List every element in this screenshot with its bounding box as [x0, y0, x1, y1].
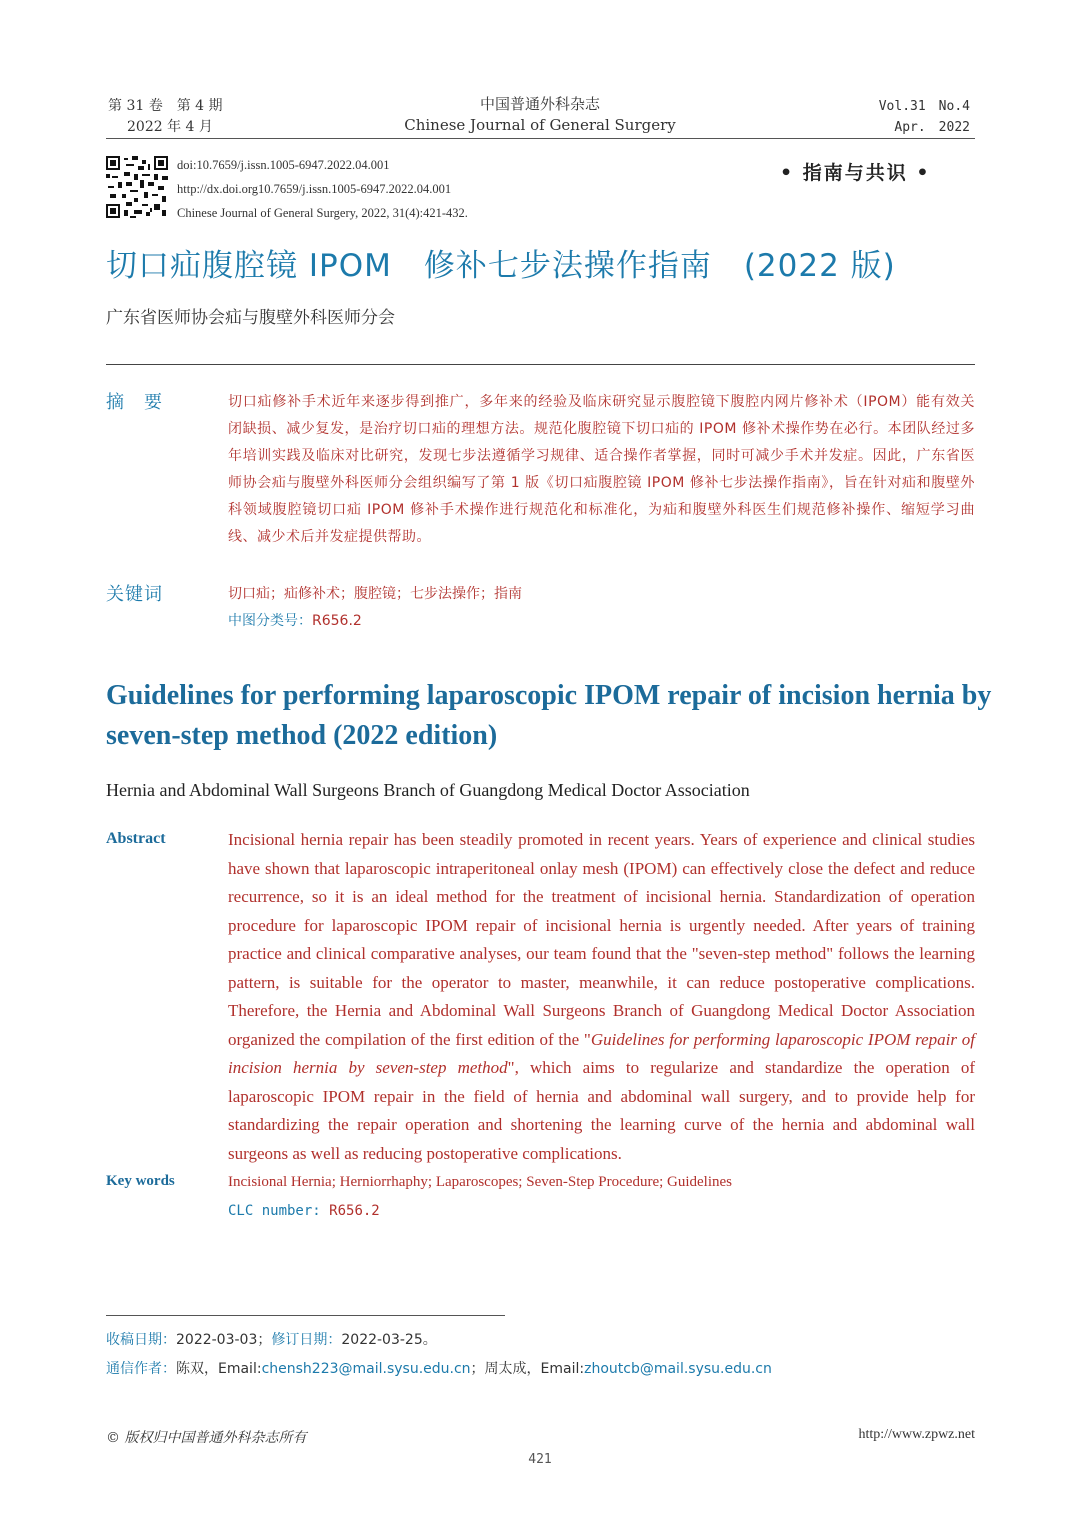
abstract-en	[228, 826, 975, 1168]
abstract-label-en: Abstract	[106, 830, 166, 847]
copyright: © 版权归中国普通外科杂志所有	[106, 1430, 307, 1446]
clc-label-en: CLC number:	[228, 1203, 321, 1219]
citation: Chinese Journal of General Surgery, 2022, 31(4):421-432.	[177, 206, 468, 220]
date-cn: 2022 年 4 月	[127, 119, 213, 135]
corr-email-2[interactable]: zhoutcb@mail.sysu.edu.cn	[584, 1361, 772, 1377]
volume-issue-en: Vol.31 No.4	[878, 99, 970, 114]
corr-email-1[interactable]: chensh223@mail.sysu.edu.cn	[261, 1361, 471, 1377]
keywords-label-en: Key words	[106, 1173, 175, 1189]
received-label: 收稿日期：	[106, 1332, 176, 1348]
footnote-correspondence	[106, 1358, 772, 1380]
journal-name-cn: 中国普通外科杂志	[479, 95, 600, 113]
title-rule	[106, 364, 975, 365]
corr-name-2: ；周太成，Email:	[470, 1361, 585, 1377]
qr-code-icon[interactable]	[106, 156, 168, 218]
abstract-en-guideline-title: Guidelines for performing laparoscopic IPOM repair of incision hernia by seven-step method	[228, 1029, 975, 1077]
keywords-en: Incisional Hernia; Herniorrhaphy; Laparoscopes; Seven-Step Procedure; Guidelines	[228, 1174, 733, 1190]
header-volume-en	[860, 96, 970, 138]
corr-label: 通信作者：	[106, 1361, 176, 1377]
doi-url[interactable]: http://dx.doi.org10.7659/j.issn.1005-6947.2022.04.001	[177, 182, 452, 196]
corr-name-1: 陈双，Email:	[176, 1361, 262, 1377]
title-en: Guidelines for performing laparoscopic IPOM repair of incision hernia by seven-step method (2022 edition)	[106, 680, 992, 751]
keywords-label-cn: 关键词	[106, 584, 163, 605]
header-rule	[106, 138, 975, 139]
journal-name-en: Chinese Journal of General Surgery	[404, 116, 676, 134]
page-number: 421	[528, 1452, 552, 1467]
abstract-en-part1: Incisional hernia repair has been steadily promoted in recent years. Years of experience and clinical studies have shown that laparoscopic intraperitoneal onlay mesh (IPOM) can effectively close the defect and reduce recurrence, so it is an ideal method for the treatment of incisional hernia. Standardization of operation procedure for laparoscopic IPOM repair of incisional hernia is urgently needed. After years of training practice and clinical comparative analyses, our team found that the "seven-step method" follows the learning pattern, is suitable for the operator to master, meanwhile, it can reduce postoperative complications. Therefore, the Hernia and Abdominal Wall Surgeons Branch of Guangdong Medical Doctor Association organized the compilation of the first edition of the "	[228, 830, 975, 1049]
clc-en	[228, 1201, 380, 1221]
title-cn: 切口疝腹腔镜 IPOM 修补七步法操作指南 (2022 版)	[106, 248, 896, 284]
author-cn: 广东省医师协会疝与腹壁外科医师分会	[106, 308, 395, 328]
author-en: Hernia and Abdominal Wall Surgeons Branch of Guangdong Medical Doctor Association	[106, 780, 750, 800]
doi[interactable]: doi:10.7659/j.issn.1005-6947.2022.04.001	[177, 158, 390, 172]
received-date: 2022-03-03；	[176, 1332, 272, 1348]
site-link[interactable]: http://www.zpwz.net	[858, 1427, 975, 1442]
revised-date: 2022-03-25。	[341, 1332, 437, 1348]
revised-label: 修订日期：	[271, 1332, 342, 1348]
clc-label-cn: 中图分类号：	[228, 613, 312, 629]
clc-value-cn: R656.2	[312, 613, 362, 629]
abstract-cn: 切口疝修补手术近年来逐步得到推广，多年来的经验及临床研究显示腹腔镜下腹腔内网片修补术（IPOM）能有效关闭缺损、减少复发，是治疗切口疝的理想方法。规范化腹腔镜下切口疝的 IPOM 修补术操作势在必行。本团队经过多年培训实践及临床对比研究，发现七步法遵循学习规律、适合操作者掌握，同时可减少手术并发症。因此，广东省医师协会疝与腹壁外科医师分会组织编写了第 1 版《切口疝腹腔镜 IPOM 修补七步法操作指南》，旨在针对疝和腹壁外科领域腹腔镜切口疝 IPOM 修补手术操作进行规范化和标准化，为疝和腹壁外科医生们规范修补操作、缩短学习曲线、减少术后并发症提供帮助。	[228, 394, 975, 545]
abstract-en-part2: ", which aims to regularize and standardize the operation of laparoscopic IPOM repair in the field of hernia and abdominal wall surgery, and to provide help for standardizing the repair operation and shortening the learning curve of the hernia and abdominal wall surgeons as well as reducing postoperative complications.	[228, 1058, 975, 1163]
keywords-cn: 切口疝；疝修补术；腹腔镜；七步法操作；指南	[228, 586, 522, 602]
citation-block	[177, 153, 468, 225]
header-journal	[340, 94, 740, 136]
column-tag: • 指南与共识 •	[780, 162, 931, 184]
footnote-dates	[106, 1329, 437, 1351]
header-volume-cn	[108, 96, 223, 138]
abstract-label-cn: 摘 要	[106, 392, 163, 413]
footnote-rule	[106, 1315, 505, 1316]
clc-cn	[228, 608, 362, 635]
clc-value-en: R656.2	[329, 1203, 380, 1219]
volume-issue-cn: 第 31 卷 第 4 期	[108, 98, 223, 114]
date-en: Apr. 2022	[894, 120, 970, 135]
